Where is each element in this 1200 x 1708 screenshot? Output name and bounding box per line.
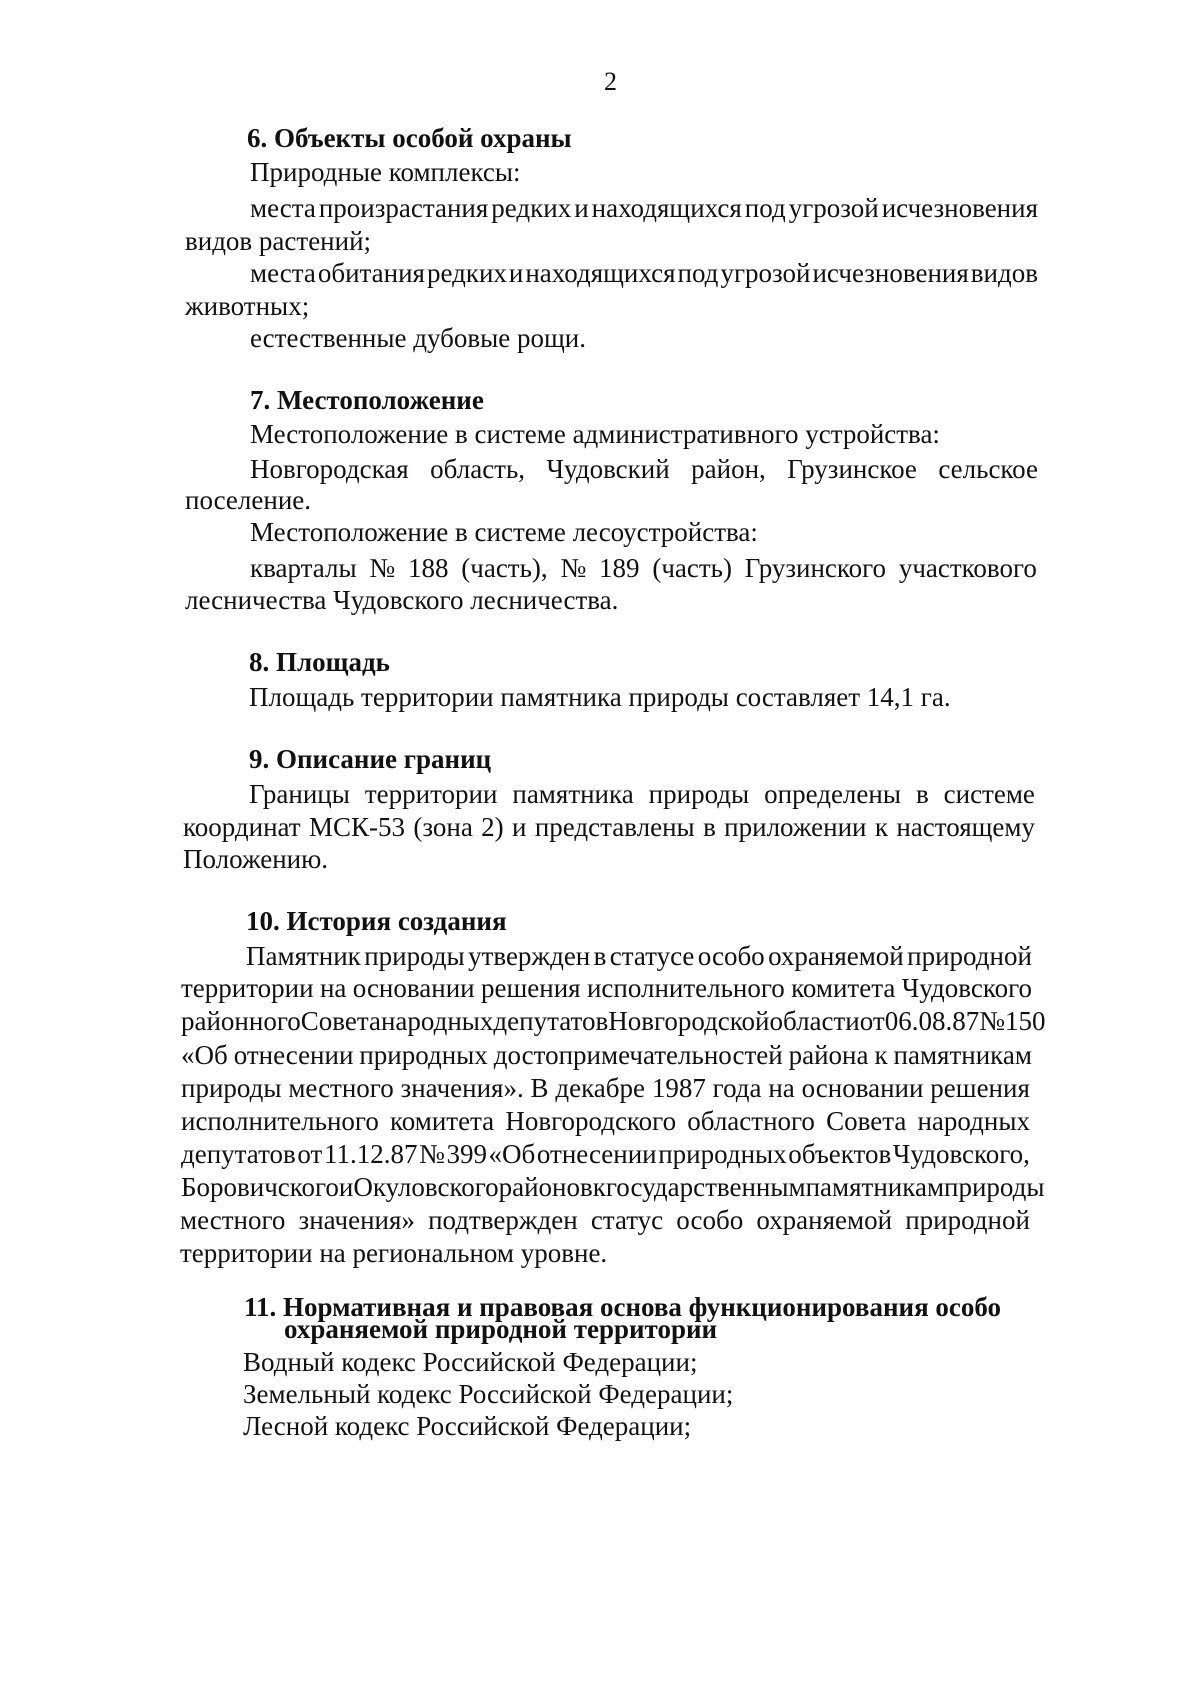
word: участкового xyxy=(898,553,1037,583)
word: определены xyxy=(764,779,901,809)
word: решения xyxy=(930,1073,1030,1103)
word: в xyxy=(593,941,607,971)
word: места xyxy=(250,258,316,288)
section-9-heading: 9. Описание границ xyxy=(249,744,492,774)
word: от xyxy=(297,1139,323,1169)
word: редких xyxy=(426,258,507,288)
word: охраняемой xyxy=(768,941,904,971)
word: особо xyxy=(697,941,765,971)
section-9-line: Положению. xyxy=(183,844,329,874)
section-11-line: Лесной кодекс Российской Федерации; xyxy=(243,1411,692,1441)
section-8-line: Площадь территории памятника природы составляет 14,1 га. xyxy=(249,682,951,712)
word: настоящему xyxy=(896,812,1035,842)
word: объектов xyxy=(788,1139,892,1169)
word: системе xyxy=(943,779,1035,809)
word: утвержден xyxy=(468,941,591,971)
section-6-line: видов растений; xyxy=(185,226,372,256)
word: природных xyxy=(658,1139,787,1169)
word: под xyxy=(677,258,719,288)
section-7-line xyxy=(250,453,1038,485)
section-10-line xyxy=(181,1005,1046,1037)
section-10-line xyxy=(246,940,1032,972)
word: и xyxy=(512,812,527,842)
section-10-line xyxy=(180,1204,1030,1236)
word: исполнительного xyxy=(586,973,785,1003)
word: значения» xyxy=(298,1205,415,1235)
word: статус xyxy=(590,1205,664,1235)
word: статусе xyxy=(609,941,695,971)
word: районов xyxy=(498,1172,593,1202)
word: Грузинского xyxy=(744,553,887,583)
word: Совета xyxy=(300,1006,381,1036)
section-11-heading: 11. Нормативная и правовая основа функционирования особо xyxy=(244,1292,1002,1322)
word: (зона xyxy=(413,812,473,842)
word: охраняемой xyxy=(756,1205,893,1235)
section-7-line: Местоположение в системе административного устройства: xyxy=(250,419,940,449)
word: представлены xyxy=(534,812,695,842)
section-7-line: Местоположение в системе лесоустройства: xyxy=(250,517,758,547)
word: природной xyxy=(905,1205,1030,1235)
section-10-line: территории на региональном уровне. xyxy=(180,1238,608,1268)
word: Чудовского xyxy=(901,973,1032,1003)
section-10-line xyxy=(181,1138,1030,1170)
word: 11.12.87 xyxy=(323,1139,418,1169)
word: области xyxy=(769,1006,860,1036)
word: обитания xyxy=(317,258,425,288)
word: решения xyxy=(480,973,581,1003)
word: произрастания xyxy=(318,193,489,223)
word: исчезновения xyxy=(812,258,969,288)
word: областного xyxy=(687,1106,815,1136)
word: Границы xyxy=(249,779,350,809)
word: от xyxy=(859,1006,885,1036)
word: к xyxy=(874,812,888,842)
section-10-heading: 10. История создания xyxy=(246,906,507,936)
word: народных xyxy=(380,1006,494,1036)
section-9-line xyxy=(249,778,1035,810)
word: к xyxy=(874,1040,888,1070)
word: Окуловского xyxy=(353,1172,499,1202)
section-6-heading: 6. Объекты особой охраны xyxy=(247,123,572,153)
word: и xyxy=(508,258,524,288)
word: Новгородского xyxy=(505,1106,677,1136)
section-6-line: животных; xyxy=(185,291,310,321)
word: Чудовский xyxy=(546,454,670,484)
word: отнесении xyxy=(536,1139,657,1169)
word: районного xyxy=(181,1006,301,1036)
word: местного xyxy=(180,1205,286,1235)
word: и xyxy=(338,1172,354,1202)
section-10-line xyxy=(181,1039,1032,1071)
section-7-line: поселение. xyxy=(185,485,312,515)
word: МСК-53 xyxy=(308,812,406,842)
word: 399 xyxy=(446,1139,487,1169)
section-7-line xyxy=(250,552,1037,584)
word: комитета xyxy=(390,1106,495,1136)
word: находящихся xyxy=(525,258,676,288)
section-11-line: Земельный кодекс Российской Федерации; xyxy=(243,1379,734,1409)
word: подтвержден xyxy=(428,1205,578,1235)
word: видов xyxy=(970,258,1038,288)
word: (часть), xyxy=(461,553,548,583)
word: 2) xyxy=(481,812,504,842)
word: координат xyxy=(183,812,301,842)
word: декабре xyxy=(555,1073,646,1103)
word: 1987 xyxy=(651,1073,706,1103)
word: значения». xyxy=(400,1073,524,1103)
section-10-line xyxy=(181,972,1032,1004)
section-6-line xyxy=(250,192,1038,224)
section-8-heading: 8. Площадь xyxy=(249,647,390,677)
section-7-line: лесничества Чудовского лесничества. xyxy=(185,585,619,615)
word: район, xyxy=(691,454,766,484)
word: достопримечательностей xyxy=(493,1040,783,1070)
section-10-line xyxy=(181,1171,1045,1203)
word: природы xyxy=(648,779,750,809)
section-6-line xyxy=(250,257,1038,289)
word: приложении xyxy=(724,812,867,842)
word: места xyxy=(250,193,316,223)
word: памятникам xyxy=(893,1040,1032,1070)
word: «Об xyxy=(488,1139,536,1169)
word: Памятник xyxy=(246,941,361,971)
word: природной xyxy=(907,941,1032,971)
section-6-line: естественные дубовые рощи. xyxy=(250,323,586,353)
word: года xyxy=(712,1073,762,1103)
word: 150 xyxy=(1004,1006,1046,1036)
page-number: 2 xyxy=(604,67,617,96)
word: № xyxy=(560,553,587,583)
word: основании xyxy=(801,1073,924,1103)
word: 189 xyxy=(599,553,640,583)
word: в xyxy=(703,812,716,842)
word: 188 xyxy=(407,553,449,583)
word: (часть) xyxy=(652,553,732,583)
word: территории xyxy=(181,973,314,1003)
word: Новгородской xyxy=(608,1006,770,1036)
word: угрозой xyxy=(788,193,879,223)
word: природы xyxy=(944,1172,1045,1202)
word: № xyxy=(369,553,396,583)
section-10-line xyxy=(181,1072,1030,1104)
section-6-line: Природные комплексы: xyxy=(250,157,521,187)
word: памятникам xyxy=(805,1172,945,1202)
word: исчезновения xyxy=(881,193,1038,223)
word: Боровичского xyxy=(181,1172,339,1202)
word: на xyxy=(319,973,347,1003)
word: № xyxy=(419,1139,445,1169)
word: исполнительного xyxy=(181,1106,379,1136)
word: основании xyxy=(352,973,475,1003)
word: отнесении xyxy=(233,1040,354,1070)
word: 06.08.87 xyxy=(884,1006,980,1036)
word: находящихся xyxy=(591,193,742,223)
word: угрозой xyxy=(720,258,811,288)
word: комитета xyxy=(791,973,896,1003)
word: природы xyxy=(181,1073,282,1103)
word: территории xyxy=(364,779,498,809)
section-11-line: Водный кодекс Российской Федерации; xyxy=(243,1347,698,1377)
word: Чудовского, xyxy=(892,1139,1030,1169)
word: и xyxy=(574,193,589,223)
word: на xyxy=(768,1073,795,1103)
word: района xyxy=(788,1040,869,1070)
word: «Об xyxy=(181,1040,228,1070)
word: редких xyxy=(491,193,572,223)
word: в xyxy=(915,779,929,809)
word: природы xyxy=(364,941,465,971)
word: сельское xyxy=(938,454,1038,484)
word: кварталы xyxy=(250,553,357,583)
word: депутатов xyxy=(493,1006,609,1036)
word: к xyxy=(592,1172,606,1202)
word: область, xyxy=(430,454,526,484)
word: под xyxy=(744,193,786,223)
word: Новгородская xyxy=(250,454,409,484)
word: депутатов xyxy=(181,1139,296,1169)
word: памятника xyxy=(512,779,634,809)
section-10-line xyxy=(181,1105,1030,1137)
section-9-line xyxy=(183,811,1035,843)
word: народных xyxy=(917,1106,1030,1136)
section-7-heading: 7. Местоположение xyxy=(250,385,484,415)
word: природных xyxy=(359,1040,488,1070)
word: государственным xyxy=(605,1172,806,1202)
word: особо xyxy=(676,1205,744,1235)
word: № xyxy=(979,1006,1005,1036)
word: Совета xyxy=(826,1106,907,1136)
word: Грузинское xyxy=(787,454,917,484)
word: местного xyxy=(288,1073,394,1103)
section-11-heading-continued: охраняемой природной территории xyxy=(284,1314,718,1344)
word: В xyxy=(530,1073,549,1103)
